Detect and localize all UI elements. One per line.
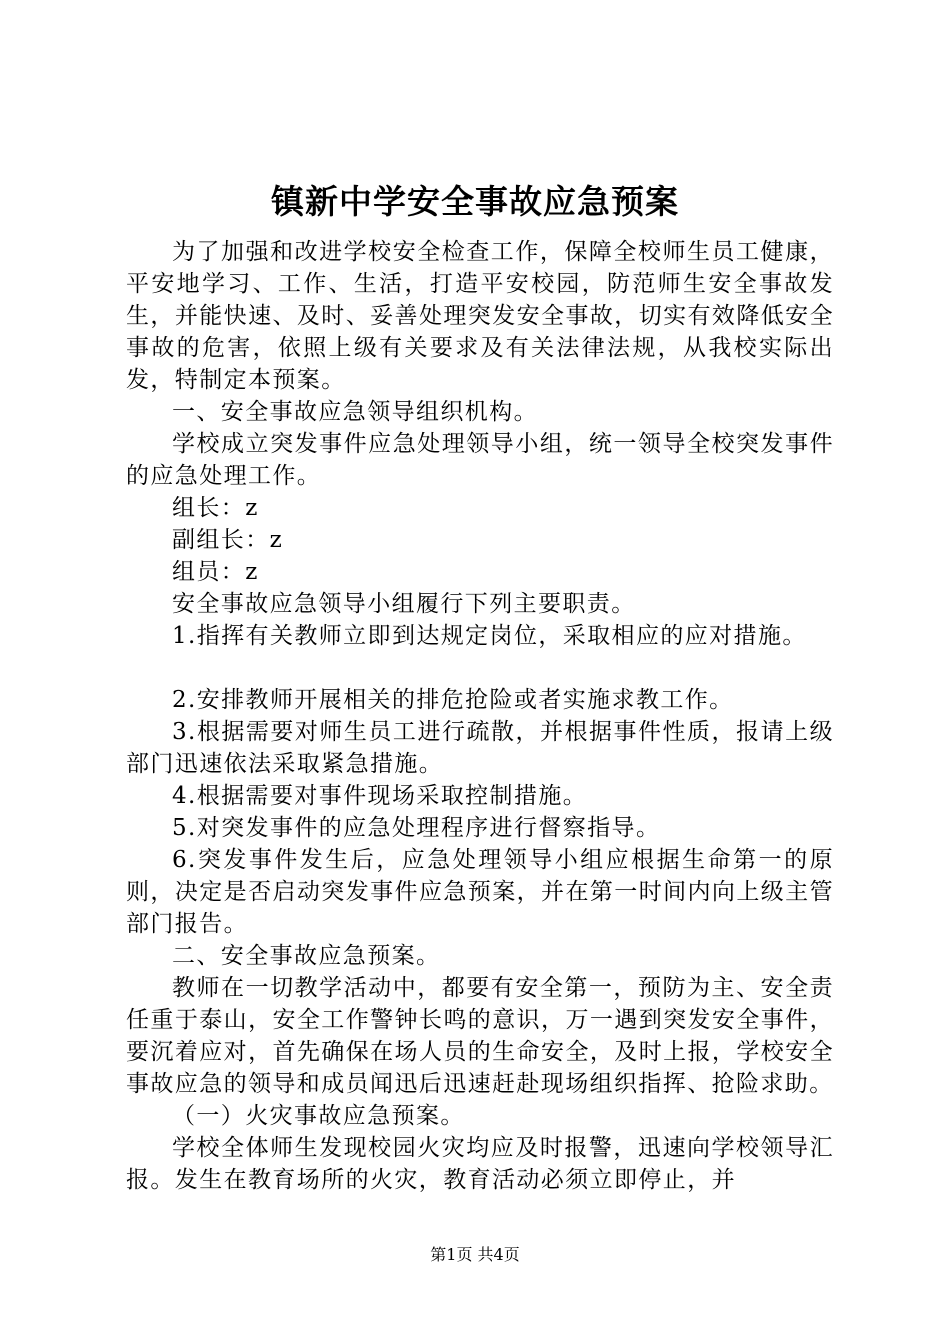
subsection-heading-fire: （一）火灾事故应急预案。 — [172, 1103, 465, 1129]
section-heading-organization: 一、安全事故应急领导组织机构。 — [172, 399, 538, 425]
section-heading-emergency-plan: 二、安全事故应急预案。 — [172, 943, 441, 969]
paragraph-leadership-group: 学校成立突发事件应急处理领导小组，统一领导全校突发事件的应急处理工作。 — [126, 431, 834, 489]
paragraph-deputy-leader: 副组长：z — [172, 527, 284, 553]
paragraph-group-leader: 组长：z — [172, 495, 259, 521]
page-number: 第1页 共4页 — [430, 1245, 520, 1264]
list-item-duty-2: 2.安排教师开展相关的排危抢险或者实施求教工作。 — [172, 687, 734, 713]
list-item-duty-5: 5.对突发事件的应急处理程序进行督察指导。 — [172, 815, 661, 841]
paragraph-intro: 为了加强和改进学校安全检查工作，保障全校师生员工健康，平安地学习、工作、生活，打造平安校园，防范师生安全事故发生，并能快速、及时、妥善处理突发安全事故，切实有效降低安全事故的危害，依照上级有关要求及有关法律法规，从我校实际出发，特制定本预案。 — [126, 239, 834, 393]
list-item-duty-6: 6.突发事件发生后，应急处理领导小组应根据生命第一的原则，决定是否启动突发事件应急预案，并在第一时间内向上级主管部门报告。 — [126, 847, 834, 937]
list-item-duty-1: 1.指挥有关教师立即到达规定岗位，采取相应的应对措施。 — [172, 623, 807, 649]
paragraph-duties-intro: 安全事故应急领导小组履行下列主要职责。 — [172, 591, 636, 617]
list-item-duty-4: 4.根据需要对事件现场采取控制措施。 — [172, 783, 588, 809]
paragraph-fire-response: 学校全体师生发现校园火灾均应及时报警，迅速向学校领导汇报。发生在教育场所的火灾，教育活动必须立即停止，并 — [126, 1135, 834, 1193]
list-item-duty-3: 3.根据需要对师生员工进行疏散，并根据事件性质，报请上级部门迅速依法采取紧急措施。 — [126, 719, 834, 777]
document-body — [126, 236, 834, 1196]
document-title: 镇新中学安全事故应急预案 — [271, 182, 679, 221]
paragraph-teacher-safety: 教师在一切教学活动中，都要有安全第一，预防为主、安全责任重于泰山，安全工作警钟长鸣的意识，万一遇到突发安全事件，要沉着应对，首先确保在场人员的生命安全，及时上报，学校安全事故应急的领导和成员闻迅后迅速赶赴现场组织指挥、抢险求助。 — [126, 975, 834, 1097]
paragraph-members: 组员：z — [172, 559, 259, 585]
